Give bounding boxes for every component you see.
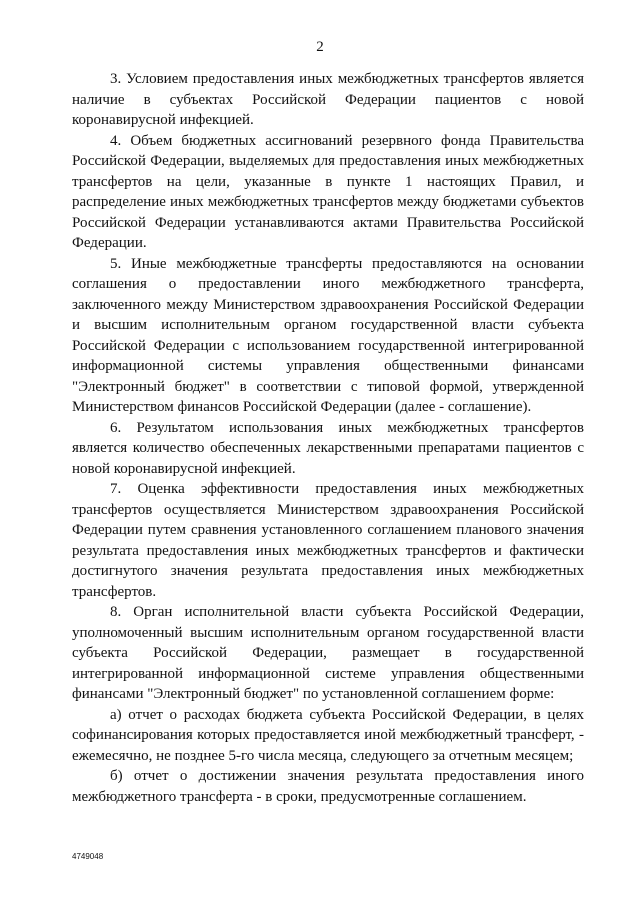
paragraph-6-result: 6. Результатом использования иных межбюджетных трансфертов является количество обеспеченных лекарственными препаратами пациентов с новой коронавирусной инфекцией. <box>72 419 584 477</box>
paragraph-8-reporting: 8. Орган исполнительной власти субъекта Российской Федерации, уполномоченный высшим исполнительным органом государственной власти субъекта Российской Федерации, размещает в государственной интегрированной информационной системе управления общественными финансами "Электронный бюджет" по установленной соглашением форме: <box>72 604 584 702</box>
paragraph-7-efficiency: 7. Оценка эффективности предоставления иных межбюджетных трансфертов осуществляется Министерством здравоохранения Российской Федерации путем сравнения установленного соглашением планового значения результата предоставления иных межбюджетных трансфертов и фактически достигнутого значения результата предоставления иных межбюджетных трансфертов. <box>72 481 584 600</box>
paragraph-4-funding-volume: 4. Объем бюджетных ассигнований резервного фонда Правительства Российской Федерации, выделяемых для предоставления иных межбюджетных трансфертов на цели, указанные в пункте 1 настоящих Правил, и распределение иных межбюджетных трансфертов между бюджетами субъектов Российской Федерации устанавливаются актами Правительства Российской Федерации. <box>72 132 584 251</box>
page-number: 2 <box>316 39 324 55</box>
footer-document-code: 4749048 <box>72 852 104 861</box>
paragraph-8b-result-report: б) отчет о достижении значения результата предоставления иного межбюджетного трансферта - в сроки, предусмотренные соглашением. <box>72 768 584 805</box>
paragraph-8a-expense-report: а) отчет о расходах бюджета субъекта Российской Федерации, в целях софинансирования которых предоставляется иной межбюджетный трансферт, - ежемесячно, не позднее 5-го числа месяца, следующего за отчетным месяцем; <box>72 706 584 764</box>
paragraph-5-agreement: 5. Иные межбюджетные трансферты предоставляются на основании соглашения о предоставлении иного межбюджетного трансферта, заключенного между Министерством здравоохранения Российской Федерации и высшим исполнительным органом государственной власти субъекта Российской Федерации с использованием государственной интегрированной информационной системы управления общественными финансами "Электронный бюджет" в соответствии с типовой формой, утвержденной Министерством финансов Российской Федерации (далее - соглашение). <box>72 255 584 415</box>
document-body <box>72 69 584 807</box>
paragraph-3-condition: 3. Условием предоставления иных межбюджетных трансфертов является наличие в субъектах Российской Федерации пациентов с новой коронавирусной инфекцией. <box>72 71 584 128</box>
